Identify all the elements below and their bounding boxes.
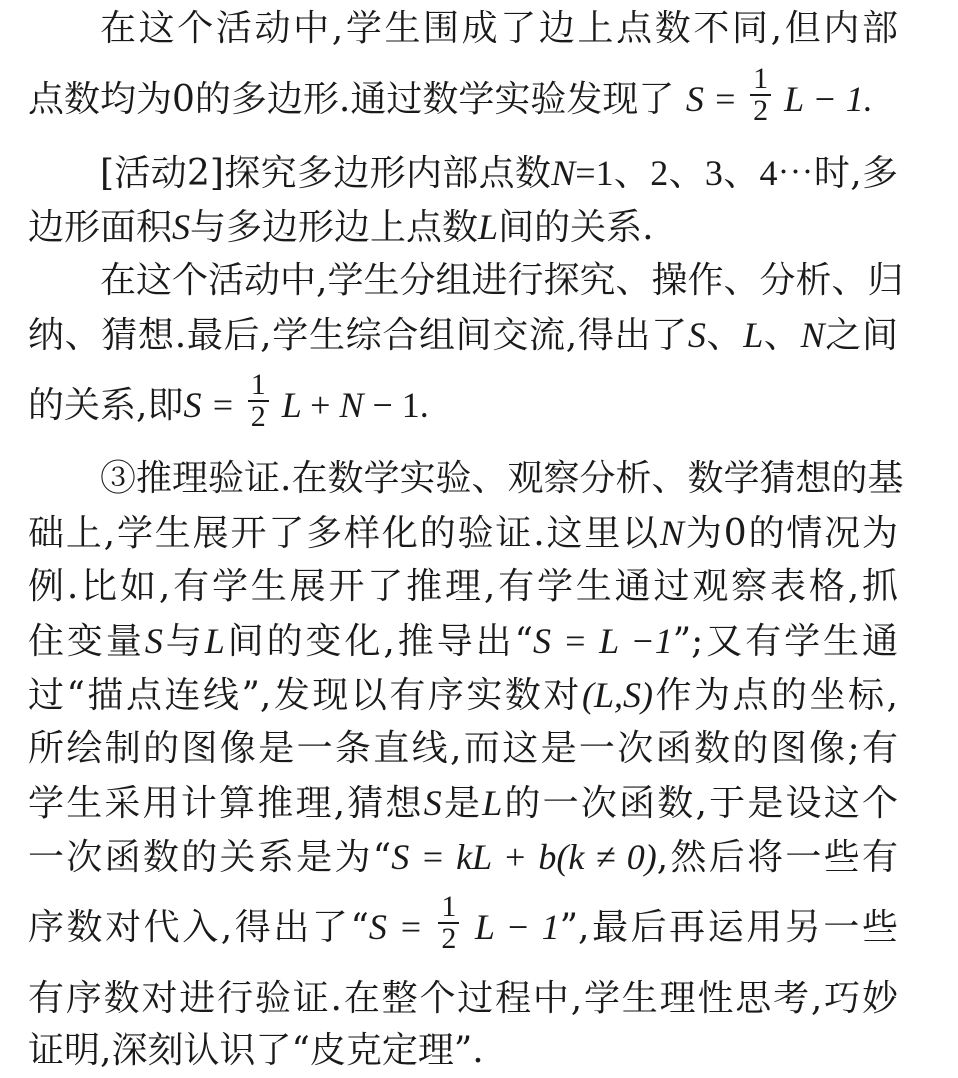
line-text: 过“描点连线”,发现以有序实数对 [28,675,582,716]
text-line-16 [28,890,898,955]
text-line-5 [100,258,904,304]
math-expression: S = L −1 [532,621,673,661]
math-operator: + [310,385,340,425]
line-text: 是 [441,783,483,824]
text-line-1 [100,6,898,52]
fraction-denominator: 2 [753,94,769,127]
text-line-2 [28,62,898,127]
math-variable: L [743,315,764,355]
text-line-8 [100,456,904,502]
fraction-half [750,64,771,126]
fraction-denominator: 2 [441,922,457,955]
math-variable: S [687,315,706,355]
math-expression: − 1. [363,385,429,425]
line-text: 有序数对进行验证.在整个过程中,学生理性思考,巧妙 [28,978,898,1019]
line-text: 一次函数的关系是为“ [28,837,392,878]
line-text: 例.比如,有学生展开了推理,有学生通过观察表格,抓 [28,566,898,607]
line-text: 在这个活动中,学生围成了边上点数不同,但内部 [100,8,898,49]
math-variable: L [478,207,499,247]
text-line-7 [28,368,898,433]
line-text: 为0的情况为 [684,513,898,554]
text-line-11 [28,618,898,665]
line-text: 、 [763,315,801,356]
line-text: 作为点的坐标, [652,675,898,716]
math-variable: L [204,621,225,661]
fraction-numerator: 1 [750,64,771,96]
line-text: 点数均为0的多边形.通过数学实验发现了 [28,79,675,120]
line-text: ,然后将一些有 [656,837,898,878]
text-line-12 [28,672,898,719]
math-variable: N [660,513,685,553]
math-expression: S = [183,385,244,425]
line-text: 、 [705,315,744,356]
math-expression: S = [368,907,435,947]
text-line-4 [28,204,898,251]
math-variable: N [800,315,825,355]
text-line-13 [28,726,898,772]
text-line-14 [28,780,898,827]
line-text: 与 [162,621,205,662]
line-text: ”;又有学生通 [672,621,898,662]
math-expression: S = [685,79,747,119]
math-variable: L [272,385,311,425]
math-variable: L [482,783,503,823]
line-text: 住变量 [28,621,145,662]
text-line-6 [28,312,898,359]
fraction-numerator: 1 [248,370,269,402]
line-text: 学生采用计算推理,猜想 [28,783,424,824]
text-line-10 [28,564,898,610]
line-text: 时,多 [813,153,898,194]
text-line-3 [100,150,898,197]
math-variable: N [551,153,576,193]
line-text: 的一次函数,于是设这个 [502,783,898,824]
line-text: ③推理验证.在数学实验、观察分析、数学猜想的基 [100,458,904,499]
fraction-numerator: 1 [438,892,459,924]
line-text: 边形面积 [28,207,173,248]
line-text: ”,最后再运用另一些 [559,907,898,948]
math-values: =1、2、3、4⋯ [575,153,814,193]
line-text: [活动2]探究多边形内部点数 [100,153,552,194]
text-line-17 [28,976,898,1022]
line-text: 间的关系. [498,207,654,248]
math-expression: L − 1. [775,79,873,119]
line-text: 所绘制的图像是一条直线,而这是一次函数的图像;有 [28,728,898,769]
math-variable: N [339,385,364,425]
text-line-15 [28,834,898,881]
math-variable: S [144,621,163,661]
line-text: 在这个活动中,学生分组进行探究、操作、分析、归 [100,260,904,301]
line-text: 与多边形边上点数 [190,207,479,248]
math-expression: (k ≠ 0) [556,837,657,877]
fraction-half [438,892,459,954]
math-expression: (L,S) [581,675,653,715]
line-text: 的关系,即 [28,385,184,426]
fraction-denominator: 2 [250,400,266,433]
math-expression: S = kL + b [391,837,557,877]
line-text: 之间 [824,315,898,356]
text-line-9 [28,510,898,557]
math-variable: S [172,207,191,247]
line-text: 纳、猜想.最后,学生综合组间交流,得出了 [28,315,688,356]
math-variable: S [423,783,442,823]
line-text: 序数对代入,得出了“ [28,907,369,948]
text-line-18 [28,1028,898,1074]
math-expression: L − 1 [463,907,560,947]
line-text: 间的变化,推导出“ [224,621,533,662]
line-text: 础上,学生展开了多样化的验证.这里以 [28,513,661,554]
line-text: 证明,深刻认识了“皮克定理”. [28,1030,484,1071]
fraction-half [248,370,269,432]
